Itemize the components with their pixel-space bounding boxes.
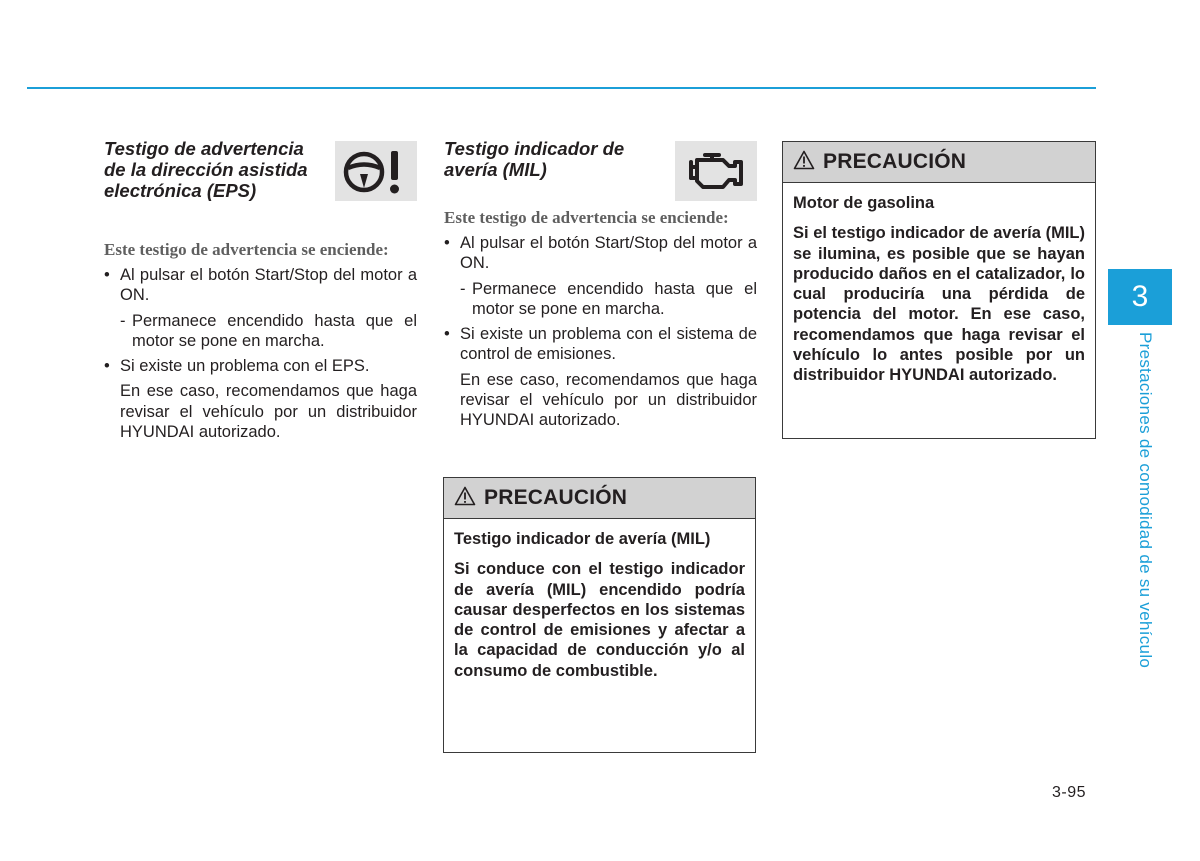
caution-text: Si conduce con el testigo indicador de avería (MIL) encendido podría causar desperfectos en los sistemas de control de emisiones y afectar a la capacidad de conducción y/o al consumo de combustible.: [454, 560, 745, 680]
paragraph: En ese caso, recomendamos que haga revisar el vehículo por un distribuidor HYUNDAI autorizado.: [120, 382, 417, 442]
warning-triangle-icon: [793, 150, 815, 175]
list-item-text: Si existe un problema con el EPS.: [120, 357, 370, 376]
sub-list-item-text: Permanece encendido hasta que el motor se pone en marcha.: [132, 311, 417, 350]
paragraph: En ese caso, recomendamos que haga revisar el vehículo por un distribuidor HYUNDAI autorizado.: [460, 370, 757, 430]
mil-section: [444, 138, 757, 431]
caution-text: Si el testigo indicador de avería (MIL) se ilumina, es posible que se hayan producido daños en el catalizador, lo cual produciría una pérdida de potencia del motor. En ese caso, recomendamos que haga revisar el vehículo lo antes posible por un distribuidor HYUNDAI autorizado.: [793, 224, 1085, 385]
caution-title: PRECAUCIÓN: [823, 150, 967, 173]
caution-body: [783, 183, 1095, 396]
list-item-text: Si existe un problema con el sistema de control de emisiones.: [460, 325, 757, 364]
list-item: [104, 265, 417, 306]
list-item-text: Al pulsar el botón Start/Stop del motor a ON.: [460, 234, 757, 273]
warning-triangle-icon: [454, 486, 476, 511]
mil-body: [444, 233, 757, 431]
list-item: [444, 233, 757, 274]
caution-title: PRECAUCIÓN: [484, 486, 628, 509]
list-item: [104, 356, 417, 376]
page-number: 3-95: [1052, 784, 1087, 801]
eps-heading-row: [104, 138, 417, 201]
bullet-dot: •: [104, 357, 110, 376]
caution-body: [444, 519, 755, 691]
engine-check-icon: [675, 141, 757, 201]
eps-heading: Testigo de advertencia de la dirección asistida electrónica (EPS): [104, 138, 308, 201]
eps-section: [104, 138, 417, 442]
eps-steering-warning-icon: [335, 141, 417, 201]
bullet-dot: •: [104, 266, 110, 284]
list-item-text: Al pulsar el botón Start/Stop del motor a ON.: [120, 266, 417, 305]
mil-subheading: Este testigo de advertencia se enciende:: [444, 208, 729, 227]
dash: -: [120, 311, 126, 330]
list-item: [444, 324, 757, 365]
caution-header: [783, 142, 1095, 183]
dash: -: [460, 279, 466, 298]
mil-caution-box: [443, 477, 756, 753]
chapter-number-tab: 3: [1108, 269, 1172, 325]
gasoline-caution-box: [782, 141, 1096, 439]
sub-list-item: [104, 311, 417, 352]
chapter-title: Prestaciones de comodidad de su vehículo: [1136, 332, 1155, 669]
mil-heading-row: [444, 138, 757, 180]
eps-subheading: Este testigo de advertencia se enciende:: [104, 240, 389, 259]
caution-subtitle: Testigo indicador de avería (MIL): [454, 530, 711, 548]
bullet-dot: •: [444, 325, 450, 344]
sub-list-item: [444, 279, 757, 320]
bullet-dot: •: [444, 234, 450, 252]
caution-subtitle: Motor de gasolina: [793, 194, 935, 212]
top-rule: [27, 87, 1096, 89]
sub-list-item-text: Permanece encendido hasta que el motor se pone en marcha.: [472, 279, 757, 318]
caution-header: [444, 478, 755, 519]
eps-body: [104, 265, 417, 442]
mil-heading: Testigo indicador de avería (MIL): [444, 138, 625, 180]
